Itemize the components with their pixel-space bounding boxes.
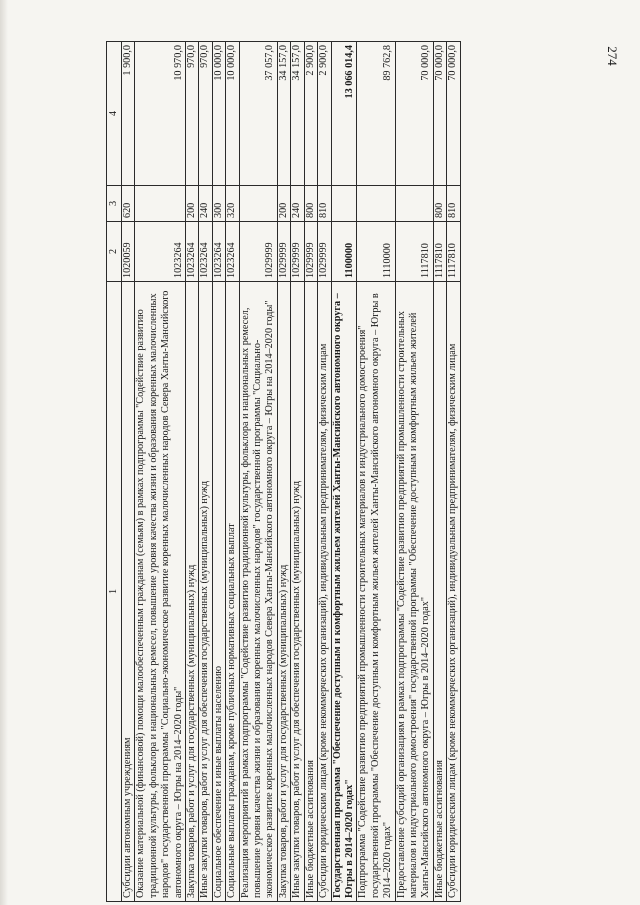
row-amount-cell: 70 000,0 [447,42,460,186]
row-code-cell: 1029999 [318,222,331,282]
row-amount-cell: 37 057,0 [239,42,277,186]
row-name-cell: Социальное обеспечение и иные выплаты населению [212,282,225,902]
row-name-cell: Иные бюджетные ассигнования [304,282,317,902]
table-row [331,42,357,902]
row-type-cell: 620 [122,186,135,222]
row-name-cell: Субсидии автономным учреждениям [122,282,135,902]
row-code-cell: 1023264 [212,222,225,282]
table-row [433,42,446,902]
row-code-cell: 1100000 [331,222,357,282]
row-amount-cell: 13 066 014,4 [331,42,357,186]
column-header-type: 3 [107,186,122,222]
row-amount-cell: 1 900,0 [122,42,135,186]
row-type-cell: 800 [433,186,446,222]
table-row [277,42,290,902]
table-row [199,42,212,902]
row-amount-cell: 2 900,0 [318,42,331,186]
table-row [239,42,277,902]
row-code-cell: 1110000 [357,222,395,282]
row-type-cell: 320 [226,186,239,222]
row-amount-cell: 10 000,0 [212,42,225,186]
row-code-cell: 1023264 [199,222,212,282]
row-name-cell: Предоставление субсидий организациям в рамках подпрограммы "Содействие развитию предприятий промышленности строительных материалов и индустриального домостроения" государственной программы "Обеспечение доступным и комфортным жильем жителей Ханты-Мансийского автономного округа – Югры в 2014–2020 годах" [395,282,433,902]
row-name-cell: Иные закупки товаров, работ и услуг для обеспечения государственных (муниципальных) нужд [291,282,304,902]
page-number: 274 [604,46,620,66]
row-code-cell: 1020059 [122,222,135,282]
row-code-cell: 1029999 [239,222,277,282]
table-row [318,42,331,902]
row-name-cell: Социальные выплаты гражданам, кроме публичных нормативных социальных выплат [226,282,239,902]
row-type-cell [239,186,277,222]
row-code-cell: 1117810 [447,222,460,282]
row-name-cell: Субсидии юридическим лицам (кроме некоммерческих организаций), индивидуальным предпринимателям, физическим лицам [447,282,460,902]
row-amount-cell: 2 900,0 [304,42,317,186]
row-type-cell [331,186,357,222]
table-row [357,42,395,902]
row-name-cell: Государственная программа "Обеспечение доступным и комфортным жильем жителей Ханты-Мансийского автономного округа – Югры в 2014–2020 годах" [331,282,357,902]
row-type-cell [357,186,395,222]
row-name-cell: Реализация мероприятий в рамках подпрограммы "Содействие развитию традиционной культуры, фольклора и национальных ремесел, повышение уровня качества жизни и образования коренных малочисленных народов" государственной программы "Социально-экономическое развитие коренных малочисленных народов Севера Ханты-Мансийского автономного округа – Югры на 2014–2020 годы" [239,282,277,902]
table-row [135,42,186,902]
row-amount-cell: 970,0 [186,42,199,186]
row-name-cell: Оказание материальной (финансовой) помощи малообеспеченным гражданам (семьям) в рамках подпрограммы "Содействие развитию традиционной культуры, фольклора и национальных ремесел, повышение уровня качества жизни и образования коренных малочисленных народов" государственной программы "Социально-экономическое развитие коренных малочисленных народов Севера Ханты-Мансийского автономного округа – Югры на 2014–2020 годы" [135,282,186,902]
row-type-cell: 810 [447,186,460,222]
row-amount-cell: 970,0 [199,42,212,186]
row-type-cell [135,186,186,222]
row-code-cell: 1117810 [395,222,433,282]
row-type-cell [395,186,433,222]
row-name-cell: Субсидии юридическим лицам (кроме некоммерческих организаций), индивидуальным предпринимателям, физическим лицам [318,282,331,902]
row-name-cell: Иные закупки товаров, работ и услуг для обеспечения государственных (муниципальных) нужд [199,282,212,902]
row-code-cell: 1029999 [304,222,317,282]
row-amount-cell: 10 970,0 [135,42,186,186]
row-type-cell: 800 [304,186,317,222]
row-code-cell: 1029999 [291,222,304,282]
table-row [304,42,317,902]
scan-edge-shadow [0,0,8,905]
table-row [395,42,433,902]
row-code-cell: 1117810 [433,222,446,282]
row-type-cell: 240 [199,186,212,222]
row-amount-cell: 70 000,0 [433,42,446,186]
row-code-cell: 1029999 [277,222,290,282]
row-type-cell: 810 [318,186,331,222]
row-type-cell: 240 [291,186,304,222]
row-type-cell: 200 [186,186,199,222]
column-header-name: 1 [107,282,122,902]
row-code-cell: 1023264 [186,222,199,282]
table-row [122,42,135,902]
table-row [447,42,460,902]
table-row [186,42,199,902]
row-name-cell: Закупка товаров, работ и услуг для государственных (муниципальных) нужд [277,282,290,902]
row-type-cell: 200 [277,186,290,222]
table-header-row [107,42,122,902]
row-amount-cell: 10 000,0 [226,42,239,186]
row-amount-cell: 34 157,0 [277,42,290,186]
row-amount-cell: 34 157,0 [291,42,304,186]
budget-table [106,41,461,902]
row-code-cell: 1023264 [135,222,186,282]
row-name-cell: Иные бюджетные ассигнования [433,282,446,902]
column-header-amount: 4 [107,42,122,186]
row-code-cell: 1023264 [226,222,239,282]
row-type-cell: 300 [212,186,225,222]
rotated-table-container [106,42,461,902]
table-row [291,42,304,902]
row-amount-cell: 70 000,0 [395,42,433,186]
row-name-cell: Закупка товаров, работ и услуг для государственных (муниципальных) нужд [186,282,199,902]
table-row [226,42,239,902]
table-row [212,42,225,902]
column-header-code: 2 [107,222,122,282]
budget-table-body [107,42,461,902]
row-amount-cell: 89 762,8 [357,42,395,186]
row-name-cell: Подпрограмма "Содействие развитию предприятий промышленности строительных материалов и индустриального домостроения" государственной программы "Обеспечение доступным и комфортным жильем жителей Ханты-Мансийского автономного округа – Югры в 2014–2020 годах" [357,282,395,902]
